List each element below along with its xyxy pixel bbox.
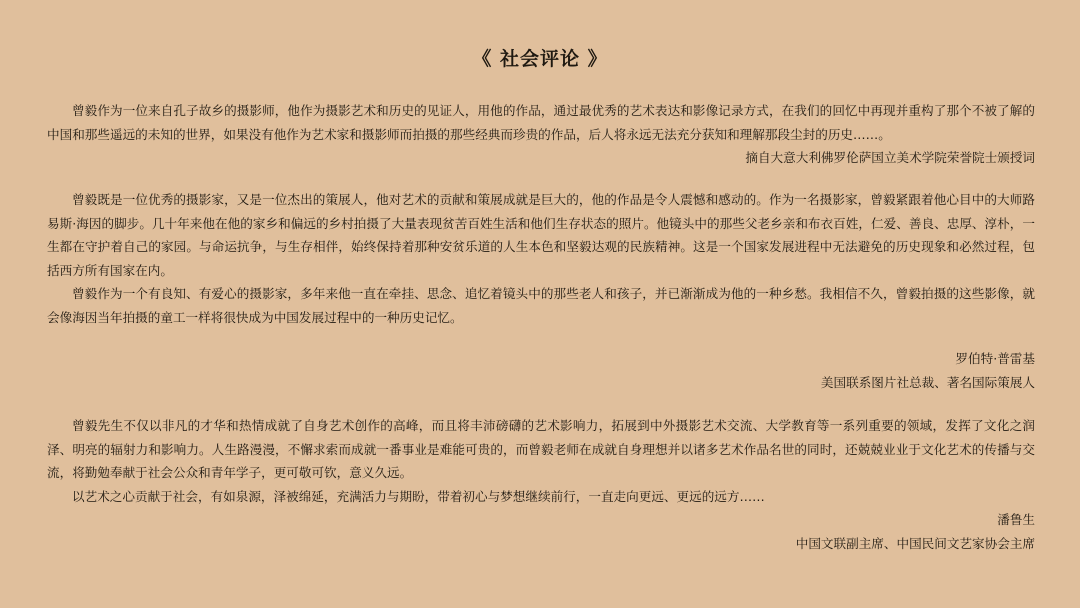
review-paragraph: 曾毅作为一个有良知、有爱心的摄影家，多年来他一直在牵挂、思念、追忆着镜头中的那些老人和孩子，并已渐渐成为他的一种乡愁。我相信不久，曾毅拍摄的这些影像，就会像海因当年拍摄的童工一样将很快成为中国发展过程中的一种历史记忆。 — [47, 286, 1035, 325]
review-paragraph: 曾毅先生不仅以非凡的才华和热情成就了自身艺术创作的高峰，而且将丰沛磅礴的艺术影响力，拓展到中外摄影艺术交流、大学教育等一系列重要的领域，发挥了文化之润泽、明亮的辐射力和影响力。人生路漫漫，不懈求索而成就一番事业是难能可贵的，而曾毅老师在成就自身理想并以诸多艺术作品名世的同时，还兢兢业业于文化艺术的传播与交流，将勤勉奉献于社会公众和青年学子，更可敬可钦，意义久远。 — [47, 418, 1035, 480]
review-author-title: 美国联系图片社总裁、著名国际策展人 — [820, 374, 1035, 390]
review-section-2 — [47, 188, 1035, 329]
review-section-4 — [47, 414, 1035, 555]
review-paragraph: 以艺术之心贡献于社会，有如泉源，泽被绵延，充满活力与期盼，带着初心与梦想继续前行，一直走向更远、更远的远方…… — [72, 488, 765, 504]
review-author-name: 罗伯特·普雷基 — [955, 351, 1035, 366]
review-section-3 — [47, 347, 1035, 394]
review-author-title: 中国文联副主席、中国民间文艺家协会主席 — [795, 535, 1035, 551]
review-author-name: 潘鲁生 — [997, 512, 1035, 527]
review-paragraph: 曾毅既是一位优秀的摄影家，又是一位杰出的策展人，他对艺术的贡献和策展成就是巨大的，他的作品是令人震憾和感动的。作为一名摄影家，曾毅紧跟着他心目中的大师路易斯·海因的脚步。几十年来他在他的家乡和偏远的乡村拍摄了大量表现贫苦百姓生活和他们生存状态的照片。他镜头中的那些父老乡亲和布衣百姓，仁爱、善良、忠厚、淳朴，一生都在守护着自己的家园。与命运抗争，与生存相伴，始终保持着那种安贫乐道的人生本色和坚毅达观的民族精神。这是一个国家发展进程中无法避免的历史现象和必然过程，包括西方所有国家在内。 — [47, 192, 1035, 278]
review-paragraph: 曾毅作为一位来自孔子故乡的摄影师，他作为摄影艺术和历史的见证人，用他的作品，通过最优秀的艺术表达和影像记录方式，在我们的回忆中再现并重构了那个不被了解的中国和那些遥远的未知的世界，如果没有他作为艺术家和摄影师而拍摄的那些经典而珍贵的作品，后人将永远无法充分获知和理解那段尘封的历史……。 — [47, 103, 1035, 142]
review-attribution: 摘自大意大利佛罗伦萨国立美术学院荣誉院士颁授词 — [745, 150, 1035, 165]
page-title: 《 社会评论 》 — [472, 48, 608, 70]
review-section-1 — [47, 99, 1035, 170]
